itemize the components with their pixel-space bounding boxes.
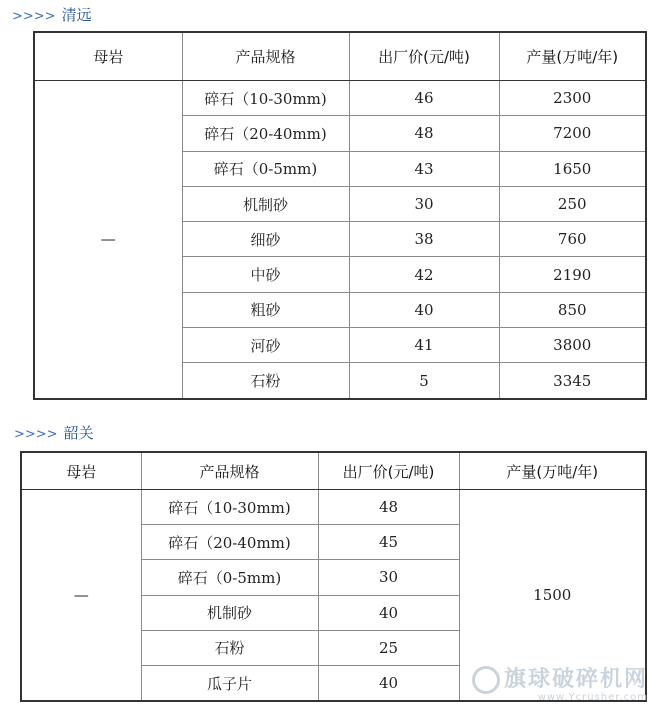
- table-header-row: [34, 32, 646, 81]
- output-cell: 7200: [499, 116, 646, 151]
- table-row: [21, 490, 646, 525]
- table-row: [34, 81, 646, 116]
- output-cell: 2300: [499, 81, 646, 116]
- header-spec: 产品规格: [182, 32, 349, 81]
- header-rock: 母岩: [21, 452, 141, 490]
- output-cell: 1500: [459, 490, 646, 702]
- spec-cell: 碎石（0-5mm): [141, 560, 318, 595]
- spec-cell: 碎石（20-40mm): [141, 525, 318, 560]
- price-cell: 46: [349, 81, 499, 116]
- spec-cell: 石粉: [141, 630, 318, 665]
- header-spec: 产品规格: [141, 452, 318, 490]
- price-cell: 43: [349, 151, 499, 186]
- price-cell: 42: [349, 257, 499, 292]
- price-cell: 40: [318, 595, 459, 630]
- section-title: 韶关: [63, 424, 94, 442]
- watermark-title-text: 旗球破碎机网: [503, 667, 648, 692]
- price-cell: 48: [318, 490, 459, 525]
- output-cell: 760: [499, 222, 646, 257]
- price-cell: 40: [318, 665, 459, 701]
- table-header-row: [21, 452, 646, 490]
- header-price: 出厂价(元/吨): [349, 32, 499, 81]
- output-cell: 3800: [499, 328, 646, 363]
- section-heading-shaoguan: [14, 422, 94, 443]
- spec-cell: 碎石（10-30mm): [141, 490, 318, 525]
- output-cell: 2190: [499, 257, 646, 292]
- rock-cell: —: [21, 490, 141, 702]
- rock-cell: —: [34, 81, 182, 399]
- spec-cell: 细砂: [182, 222, 349, 257]
- spec-cell: 粗砂: [182, 292, 349, 327]
- watermark-title: [472, 662, 648, 694]
- price-cell: 40: [349, 292, 499, 327]
- price-cell: 30: [318, 560, 459, 595]
- spec-cell: 中砂: [182, 257, 349, 292]
- section-heading-qingyuan: [12, 4, 92, 25]
- output-cell: 1650: [499, 151, 646, 186]
- price-cell: 30: [349, 186, 499, 221]
- header-output: 产量(万吨/年): [459, 452, 646, 490]
- output-cell: 3345: [499, 363, 646, 399]
- section-arrows: >>>>: [14, 427, 58, 442]
- section-title: 清远: [61, 6, 92, 24]
- spec-cell: 瓜子片: [141, 665, 318, 701]
- price-cell: 41: [349, 328, 499, 363]
- spec-cell: 碎石（20-40mm): [182, 116, 349, 151]
- spec-cell: 机制砂: [141, 595, 318, 630]
- price-cell: 5: [349, 363, 499, 399]
- header-price: 出厂价(元/吨): [318, 452, 459, 490]
- spec-cell: 机制砂: [182, 186, 349, 221]
- spec-cell: 石粉: [182, 363, 349, 399]
- spec-cell: 河砂: [182, 328, 349, 363]
- output-cell: 250: [499, 186, 646, 221]
- watermark-logo-icon: [472, 666, 500, 694]
- header-output: 产量(万吨/年): [499, 32, 646, 81]
- header-rock: 母岩: [34, 32, 182, 81]
- price-cell: 48: [349, 116, 499, 151]
- spec-cell: 碎石（0-5mm): [182, 151, 349, 186]
- section-arrows: >>>>: [12, 9, 56, 24]
- watermark-url: www.Ycrusher.com: [537, 692, 648, 703]
- price-cell: 38: [349, 222, 499, 257]
- qingyuan-price-table: [33, 31, 647, 400]
- spec-cell: 碎石（10-30mm): [182, 81, 349, 116]
- price-cell: 45: [318, 525, 459, 560]
- site-watermark: [472, 662, 648, 703]
- output-cell: 850: [499, 292, 646, 327]
- price-cell: 25: [318, 630, 459, 665]
